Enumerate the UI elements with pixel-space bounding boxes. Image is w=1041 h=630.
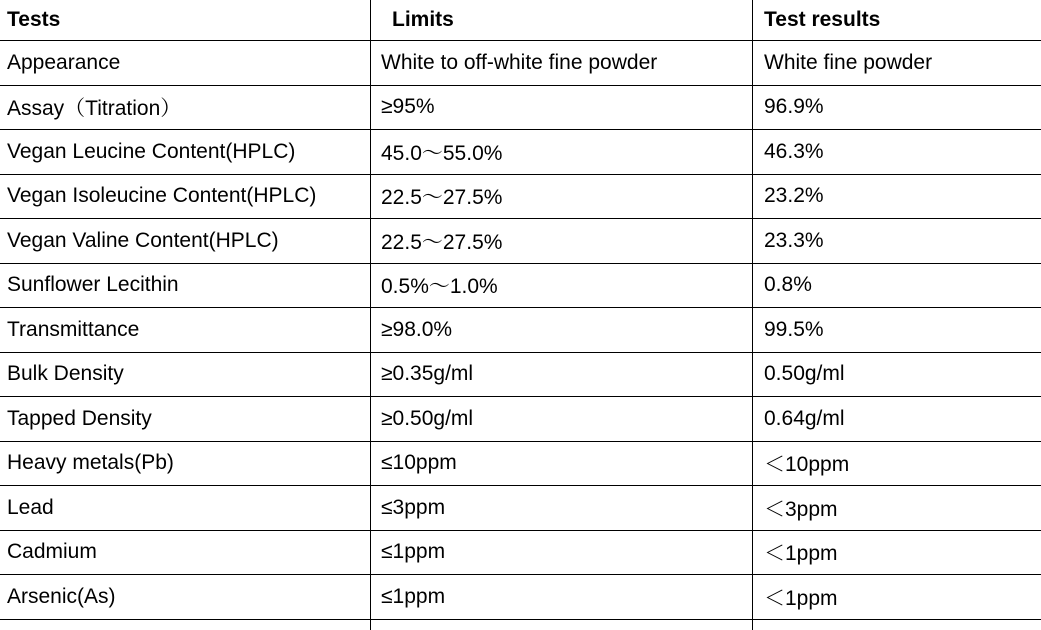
table-row [0, 575, 1041, 620]
table-row [0, 353, 1041, 398]
test-result: 23.2% [764, 184, 824, 208]
table-row [0, 41, 1041, 86]
test-limit: ≤1ppm [371, 575, 753, 619]
test-limit: 0.5%～1.0% [371, 264, 753, 308]
test-name: Tapped Density [0, 397, 371, 441]
table-row [0, 442, 1041, 487]
test-name: Arsenic(As) [0, 575, 371, 619]
header-limits: Limits [371, 0, 753, 40]
test-result: ＜1ppm [764, 542, 838, 566]
table-row [0, 531, 1041, 576]
table-row-continuation [0, 620, 1041, 630]
test-name: Transmittance [0, 308, 371, 352]
table-row [0, 86, 1041, 131]
table-row [0, 175, 1041, 220]
test-result: ＜10ppm [764, 453, 850, 477]
test-limit: 22.5～27.5% [371, 175, 753, 219]
table-row [0, 219, 1041, 264]
table-row [0, 308, 1041, 353]
test-name: Vegan Valine Content(HPLC) [0, 219, 371, 263]
test-name: Appearance [0, 41, 371, 85]
column-divider [0, 620, 371, 630]
table-header-row [0, 0, 1041, 41]
test-name: Assay（Titration） [0, 86, 371, 130]
test-name: Vegan Isoleucine Content(HPLC) [0, 175, 371, 219]
table-row [0, 264, 1041, 309]
test-result: White fine powder [764, 50, 933, 74]
test-limit: ≥0.50g/ml [371, 397, 753, 441]
test-result: 0.8% [764, 273, 812, 297]
table-row [0, 486, 1041, 531]
test-result: 23.3% [764, 228, 824, 252]
test-limit: ≥95% [371, 86, 753, 130]
test-limit: ≤10ppm [371, 442, 753, 486]
test-limit: White to off-white fine powder [371, 41, 753, 85]
header-test-results: Test results [764, 8, 881, 31]
test-limit: ≤3ppm [371, 486, 753, 530]
test-result: 99.5% [764, 317, 824, 341]
test-limit: 22.5～27.5% [371, 219, 753, 263]
test-limit: ≥98.0% [371, 308, 753, 352]
test-name: Vegan Leucine Content(HPLC) [0, 130, 371, 174]
test-result: 46.3% [764, 139, 824, 163]
test-name: Cadmium [0, 531, 371, 575]
header-tests: Tests [0, 0, 371, 40]
test-name: Bulk Density [0, 353, 371, 397]
test-result: 0.50g/ml [764, 362, 845, 386]
test-result: 0.64g/ml [764, 406, 845, 430]
test-result: 96.9% [764, 95, 824, 119]
column-divider [371, 620, 753, 630]
test-name: Heavy metals(Pb) [0, 442, 371, 486]
test-limit: 45.0～55.0% [371, 130, 753, 174]
test-limit: ≥0.35g/ml [371, 353, 753, 397]
test-result: ＜3ppm [764, 497, 838, 521]
test-name: Sunflower Lecithin [0, 264, 371, 308]
test-result: ＜1ppm [764, 586, 838, 610]
table-row [0, 130, 1041, 175]
test-limit: ≤1ppm [371, 531, 753, 575]
table-row [0, 397, 1041, 442]
test-name: Lead [0, 486, 371, 530]
